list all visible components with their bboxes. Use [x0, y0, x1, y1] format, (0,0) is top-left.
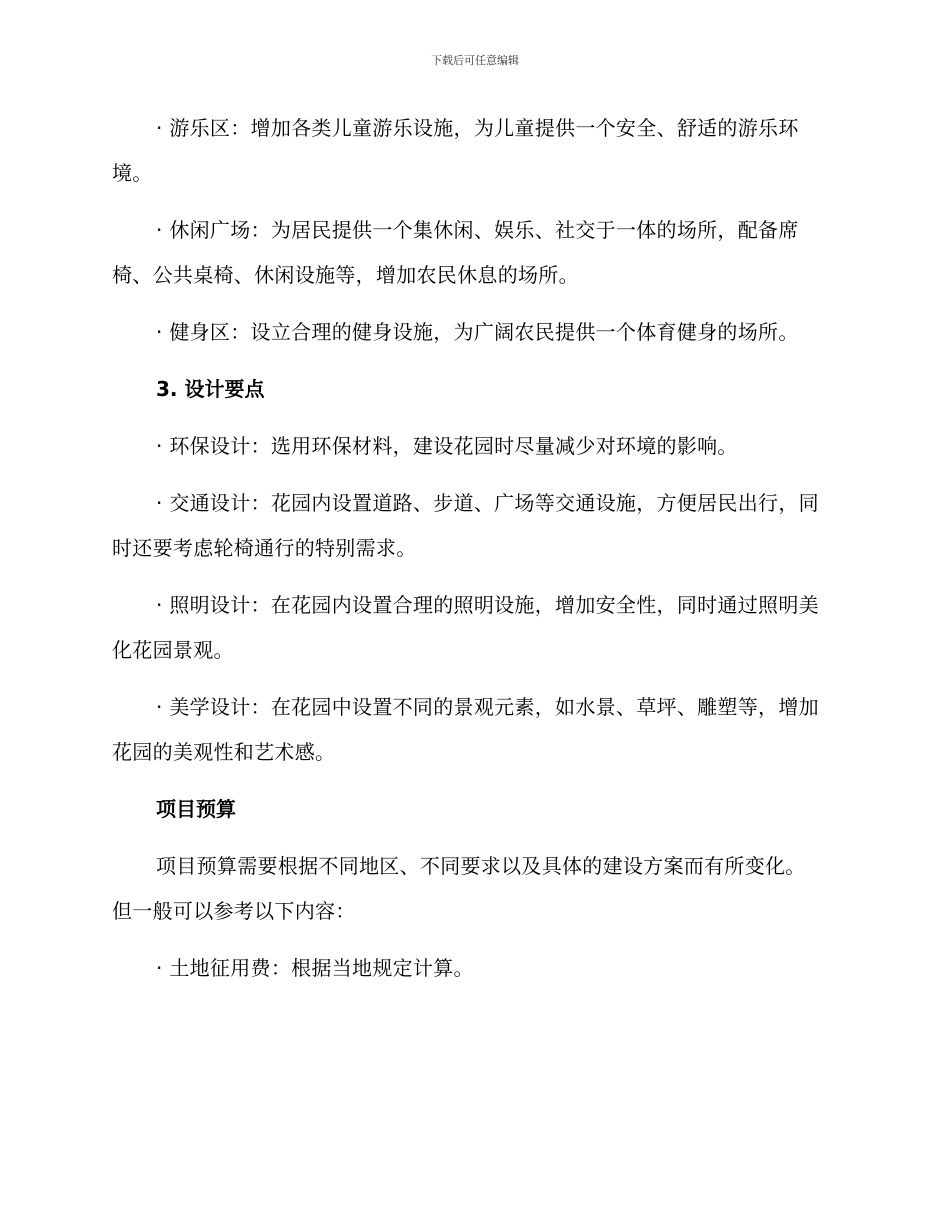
document-body: [112, 106, 824, 1003]
list-item-lighting-design: · 照明设计：在花园内设置合理的照明设施，增加安全性，同时通过照明美化花园景观。: [112, 593, 819, 662]
list-item-aesthetic-design: · 美学设计：在花园中设置不同的景观元素，如水景、草坪、雕塑等，增加花园的美观性和艺术感。: [112, 695, 819, 764]
section-heading-budget: 项目预算: [156, 797, 236, 821]
list-item-eco-design: · 环保设计：选用环保材料，建设花园时尽量减少对环境的影响。: [156, 434, 738, 458]
page-header: 下载后可任意编辑: [431, 54, 519, 67]
paragraph-budget-intro: 项目预算需要根据不同地区、不同要求以及具体的建设方案而有所变化。但一般可以参考以下内容：: [112, 854, 806, 923]
list-item-land-fee: · 土地征用费：根据当地规定计算。: [156, 956, 474, 980]
list-item-playground: · 游乐区：增加各类儿童游乐设施，为儿童提供一个安全、舒适的游乐环境。: [112, 116, 799, 185]
list-item-traffic-design: · 交通设计：花园内设置道路、步道、广场等交通设施，方便居民出行，同时还要考虑轮椅通行的特别需求。: [112, 491, 819, 560]
list-item-fitness-area: · 健身区：设立合理的健身设施，为广阔农民提供一个体育健身的场所。: [156, 320, 799, 344]
section-heading-design-points: 3. 设计要点: [156, 377, 265, 401]
list-item-leisure-plaza: · 休闲广场：为居民提供一个集休闲、娱乐、社交于一体的场所，配备席椅、公共桌椅、休闲设施等，增加农民休息的场所。: [112, 218, 799, 287]
